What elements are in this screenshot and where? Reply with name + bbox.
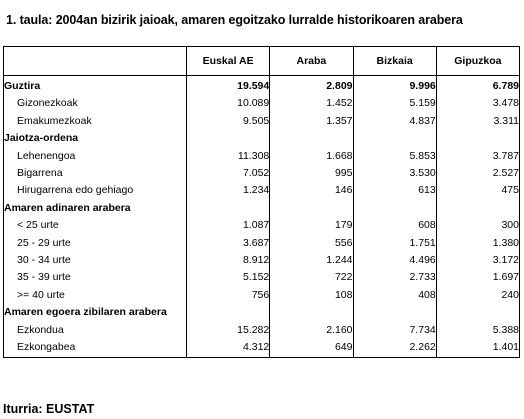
cell-value: 1.751 <box>353 235 436 252</box>
cell-value <box>270 304 353 321</box>
section-header-row <box>4 130 520 147</box>
row-label: 25 - 29 urte <box>17 236 71 249</box>
cell-value: 1.357 <box>270 113 353 130</box>
cell-value <box>187 304 270 321</box>
cell-value: 300 <box>436 217 519 234</box>
data-table <box>3 46 520 358</box>
cell-value <box>353 130 436 147</box>
cell-value: 1.380 <box>436 235 519 252</box>
cell-value: 240 <box>436 287 519 304</box>
cell-value: 2.262 <box>353 339 436 357</box>
row-label: Hirugarrena edo gehiago <box>17 184 134 197</box>
row-label: Lehenengoa <box>17 149 76 162</box>
cell-value: 5.159 <box>353 95 436 112</box>
cell-value: 5.853 <box>353 148 436 165</box>
cell-value: 1.668 <box>270 148 353 165</box>
row-label: Emakumezkoak <box>17 114 92 127</box>
cell-value: 108 <box>270 287 353 304</box>
cell-value: 1.452 <box>270 95 353 112</box>
cell-value: 1.244 <box>270 252 353 269</box>
table-row <box>4 287 520 304</box>
row-label: 35 - 39 urte <box>17 271 71 284</box>
cell-value: 556 <box>270 235 353 252</box>
cell-value <box>353 200 436 217</box>
cell-value: 3.311 <box>436 113 519 130</box>
cell-value: 608 <box>353 217 436 234</box>
cell-value <box>270 130 353 147</box>
cell-value <box>353 304 436 321</box>
cell-value: 8.912 <box>187 252 270 269</box>
cell-value: 5.388 <box>436 322 519 339</box>
cell-value <box>436 130 519 147</box>
cell-value: 3.530 <box>353 165 436 182</box>
table-row <box>4 148 520 165</box>
source-note: Iturria: EUSTAT <box>3 402 95 416</box>
row-label: Gizonezkoak <box>17 97 78 110</box>
row-label: Bigarrena <box>17 167 63 180</box>
row-label: 30 - 34 urte <box>17 254 71 267</box>
cell-value: 9.505 <box>187 113 270 130</box>
cell-value: 5.152 <box>187 269 270 286</box>
table-row <box>4 182 520 199</box>
cell-value: 6.789 <box>436 76 519 96</box>
column-header: Bizkaia <box>353 47 436 76</box>
table-row <box>4 339 520 357</box>
total-row <box>4 76 520 96</box>
cell-value: 179 <box>270 217 353 234</box>
row-label: Jaiotza-ordena <box>4 132 79 145</box>
cell-value: 2.733 <box>353 269 436 286</box>
table-row <box>4 322 520 339</box>
cell-value <box>187 130 270 147</box>
cell-value: 3.172 <box>436 252 519 269</box>
row-label: Amaren egoera zibilaren arabera <box>4 306 167 319</box>
cell-value <box>187 200 270 217</box>
table-body <box>4 76 520 358</box>
cell-value: 3.787 <box>436 148 519 165</box>
table-row <box>4 217 520 234</box>
cell-value: 722 <box>270 269 353 286</box>
row-label: Amaren adinaren arabera <box>4 201 131 214</box>
cell-value: 756 <box>187 287 270 304</box>
cell-value: 1.234 <box>187 182 270 199</box>
cell-value: 2.527 <box>436 165 519 182</box>
column-header: Araba <box>270 47 353 76</box>
cell-value <box>270 200 353 217</box>
cell-value: 7.052 <box>187 165 270 182</box>
cell-value: 2.160 <box>270 322 353 339</box>
cell-value: 4.837 <box>353 113 436 130</box>
row-label: < 25 urte <box>17 219 59 232</box>
cell-value: 146 <box>270 182 353 199</box>
cell-value <box>436 200 519 217</box>
cell-value: 4.312 <box>187 339 270 357</box>
row-label: >= 40 urte <box>17 288 65 301</box>
table-row <box>4 113 520 130</box>
cell-value: 15.282 <box>187 322 270 339</box>
header-row <box>4 47 520 76</box>
cell-value: 9.996 <box>353 76 436 96</box>
cell-value: 649 <box>270 339 353 357</box>
table-row <box>4 252 520 269</box>
cell-value: 1.087 <box>187 217 270 234</box>
header-empty-cell <box>4 47 187 76</box>
cell-value: 7.734 <box>353 322 436 339</box>
cell-value: 613 <box>353 182 436 199</box>
table-row <box>4 235 520 252</box>
cell-value: 475 <box>436 182 519 199</box>
column-header: Euskal AE <box>187 47 270 76</box>
table-row <box>4 165 520 182</box>
row-label: Ezkondua <box>17 323 64 336</box>
cell-value: 1.401 <box>436 339 519 357</box>
cell-value: 11.308 <box>187 148 270 165</box>
page-title: 1. taula: 2004an bizirik jaioak, amaren egoitzako lurralde historikoaren arabera <box>6 13 463 27</box>
row-label: Ezkongabea <box>17 341 76 354</box>
cell-value: 19.594 <box>187 76 270 96</box>
cell-value: 408 <box>353 287 436 304</box>
table-row <box>4 95 520 112</box>
cell-value: 2.809 <box>270 76 353 96</box>
section-header-row <box>4 304 520 321</box>
row-label: Guztira <box>4 80 41 92</box>
cell-value <box>436 304 519 321</box>
table-row <box>4 269 520 286</box>
cell-value: 10.089 <box>187 95 270 112</box>
section-header-row <box>4 200 520 217</box>
cell-value: 4.496 <box>353 252 436 269</box>
column-header: Gipuzkoa <box>436 47 519 76</box>
cell-value: 995 <box>270 165 353 182</box>
cell-value: 3.687 <box>187 235 270 252</box>
cell-value: 1.697 <box>436 269 519 286</box>
cell-value: 3.478 <box>436 95 519 112</box>
